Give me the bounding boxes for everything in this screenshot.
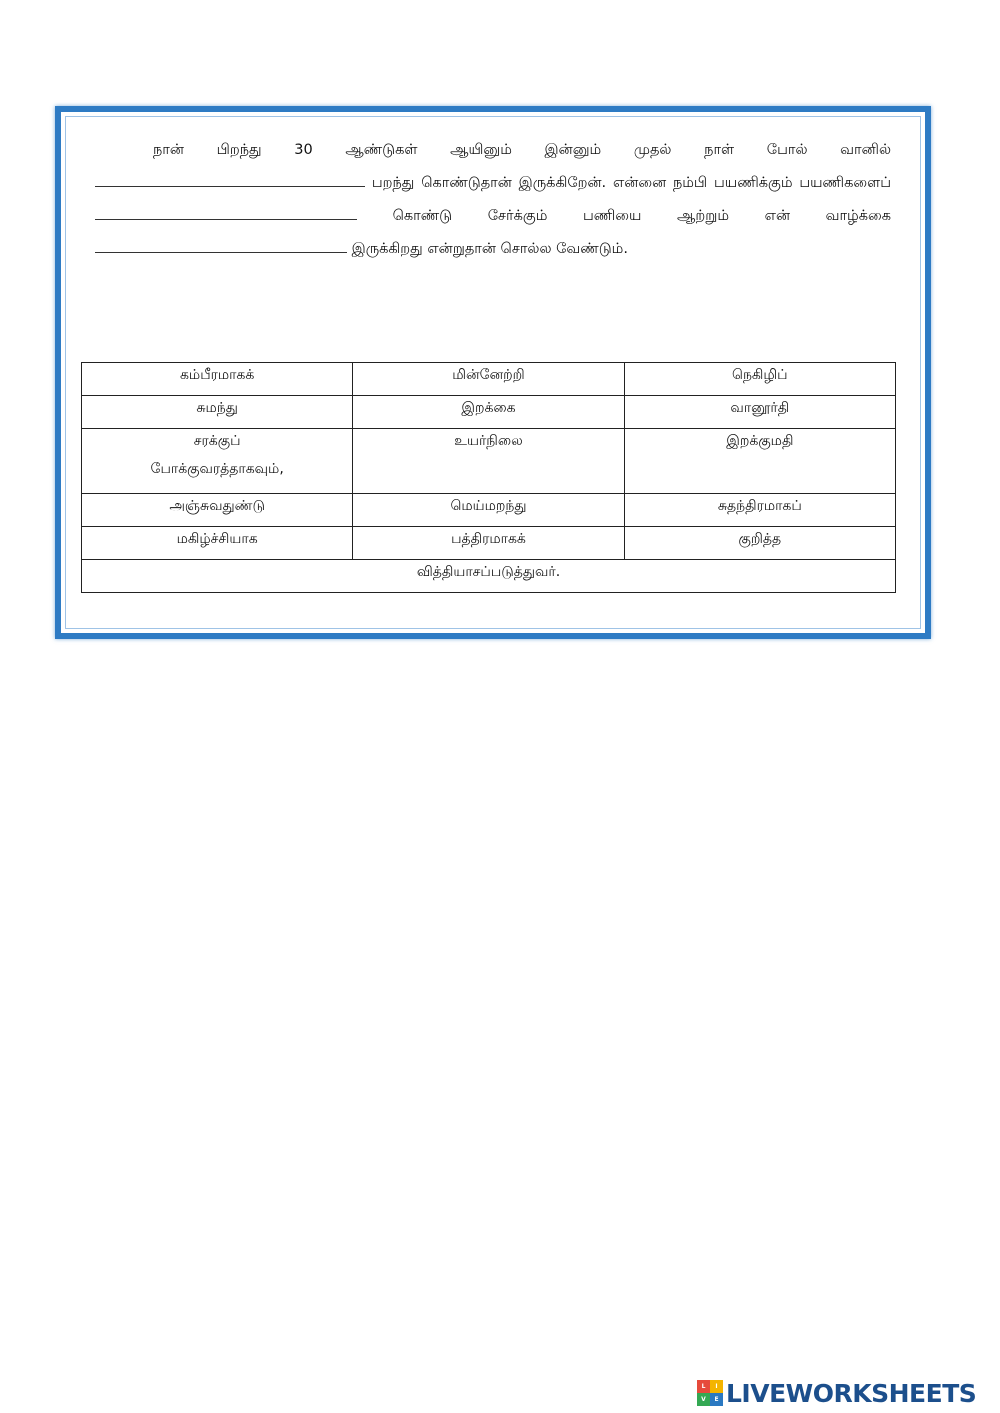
table-row (82, 396, 896, 429)
word-cell: நெகிழிப் (624, 363, 895, 396)
word-bank-table (81, 362, 896, 593)
table-row (82, 429, 896, 494)
word-cell: வானூர்தி (624, 396, 895, 429)
answer-blank-2[interactable] (95, 205, 357, 220)
word-line: சரக்குப் (193, 433, 241, 449)
word-cell: மகிழ்ச்சியாக (82, 527, 353, 560)
logo-square-l: L (697, 1380, 710, 1393)
word-cell-multiline (82, 429, 353, 494)
passage (95, 134, 891, 266)
exercise-card (55, 106, 931, 639)
word-cell: மின்னேற்றி (353, 363, 624, 396)
table-row (82, 527, 896, 560)
table-row (82, 494, 896, 527)
word-cell: கம்பீரமாகக் (82, 363, 353, 396)
liveworksheets-brand[interactable] (697, 1378, 993, 1408)
passage-text-2: பறந்து கொண்டுதான் இருக்கிறேன். என்னை நம்பி பயணிக்கும் பயணிகளைப் (371, 175, 891, 191)
word-cell: இறக்கை (353, 396, 624, 429)
table-row (82, 560, 896, 593)
passage-text-3: கொண்டு சேர்க்கும் பணியை ஆற்றும் என் வாழ்க்கை (392, 208, 891, 224)
logo-square-e: E (710, 1393, 723, 1406)
word-cell: மெய்மறந்து (353, 494, 624, 527)
word-cell: குறித்த (624, 527, 895, 560)
word-cell: சுமந்து (82, 396, 353, 429)
logo-square-i: I (710, 1380, 723, 1393)
word-cell: பத்திரமாகக் (353, 527, 624, 560)
word-cell: சுதந்திரமாகப் (624, 494, 895, 527)
passage-text-1: நான் பிறந்து 30 ஆண்டுகள் ஆயினும் இன்னும் முதல் நாள் போல் வானில் (153, 142, 891, 158)
logo-square-v: V (697, 1393, 710, 1406)
liveworksheets-logo-icon (697, 1380, 723, 1406)
table-row (82, 363, 896, 396)
brand-name: LIVEWORKSHEETS (726, 1378, 977, 1408)
word-cell-wide: வித்தியாசப்படுத்துவர். (82, 560, 896, 593)
word-cell: உயர்நிலை (353, 429, 624, 494)
answer-blank-1[interactable] (95, 172, 365, 187)
word-cell: இறக்குமதி (624, 429, 895, 494)
word-cell: அஞ்சுவதுண்டு (82, 494, 353, 527)
word-line: போக்குவரத்தாகவும், (150, 461, 284, 477)
answer-blank-3[interactable] (95, 238, 347, 253)
passage-text-4: இருக்கிறது என்றுதான் சொல்ல வேண்டும். (351, 241, 628, 257)
